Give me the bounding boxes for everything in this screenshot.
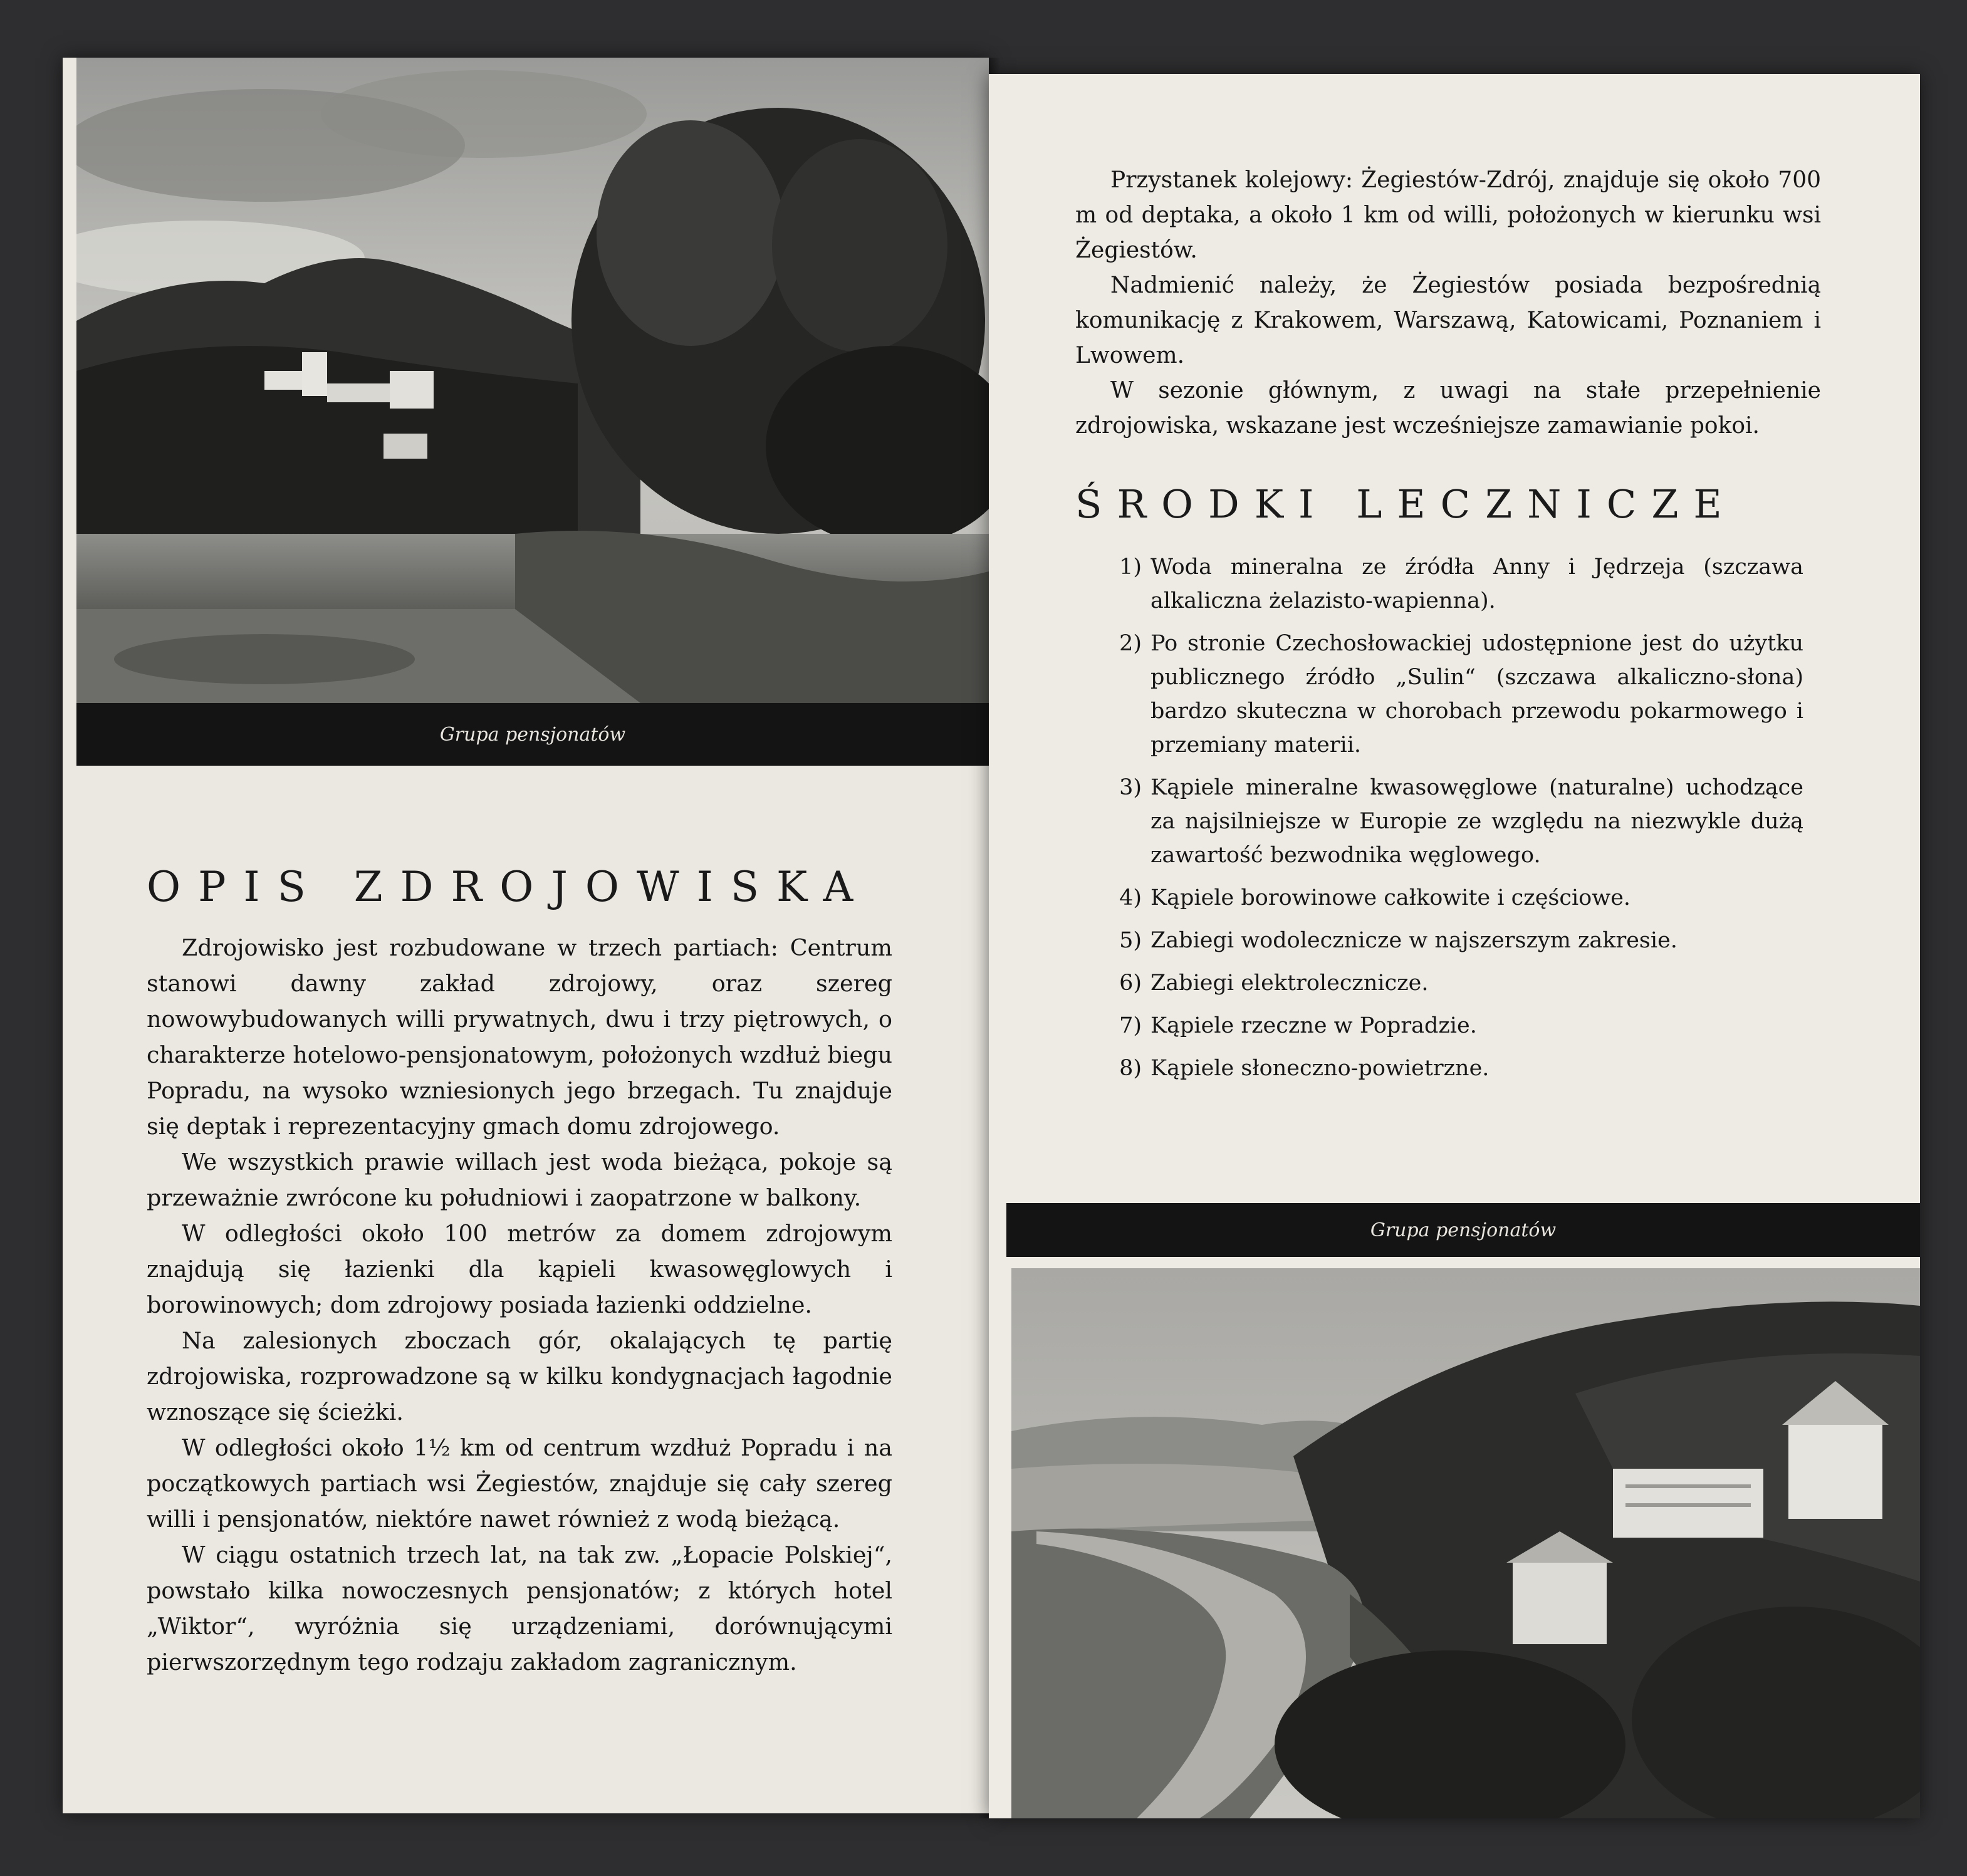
list-item: [1102, 1051, 1803, 1085]
list-item: [1102, 966, 1803, 1000]
right-page: [989, 74, 1920, 1818]
section-heading-srodki: ŚRODKI LECZNICZE: [1075, 481, 1737, 527]
list-item: [1102, 1009, 1803, 1043]
paragraph: Zdrojowisko jest rozbudowane w trzech partiach: Centrum stanowi dawny zakład zdrojowy, oraz szereg nowowybudowanych willi prywatnych, dwu i trzy piętrowych, o charakterze hotelowo-pensjonatowym, położonych wzdłuż biegu Popradu, na wysoko wzniesionych jego brzegach. Tu znajduje się deptak i reprezentacyjny gmach domu zdrojowego.: [147, 934, 892, 1140]
remedies-list: [1102, 550, 1803, 1094]
list-item: [1102, 771, 1803, 872]
photo-valley-image: [1011, 1268, 1920, 1818]
list-item-number: 8): [1119, 1056, 1142, 1081]
paragraph: We wszystkich prawie willach jest woda bieżąca, pokoje są przeważnie zwrócone ku południowi i zaopatrzone w balkony.: [147, 1149, 892, 1211]
list-item-text: Po stronie Czechosłowackiej udostępnione jest do użytku publicznego źródło „Sulin“ (szczawa alkaliczno-słona) bardzo skuteczna w chorobach przewodu pokarmowego i przemiany materii.: [1150, 631, 1803, 758]
list-item-number: 1): [1119, 555, 1142, 580]
right-intro-text: [1075, 163, 1821, 444]
paragraph: Na zalesionych zboczach gór, okalających tę partię zdrojowiska, rozprowadzone są w kilku kondygnacjach łagodnie wznoszące się ścieżki.: [147, 1327, 892, 1425]
list-item-number: 4): [1119, 885, 1142, 910]
left-photo-caption: Grupa pensjonatów: [76, 703, 989, 766]
list-item-number: 5): [1119, 928, 1142, 953]
paragraph: Nadmienić należy, że Żegiestów posiada bezpośrednią komunikację z Krakowem, Warszawą, Katowicami, Poznaniem i Lwowem.: [1075, 273, 1821, 368]
list-item-text: Zabiegi wodolecznicze w najszerszym zakresie.: [1150, 928, 1677, 953]
list-item: [1102, 550, 1803, 618]
list-item-text: Kąpiele rzeczne w Popradzie.: [1150, 1013, 1477, 1038]
list-item: [1102, 627, 1803, 762]
photo-landscape-image: [76, 58, 989, 703]
paragraph: W odległości około 100 metrów za domem zdrojowym znajdują się łazienki dla kąpieli kwasowęglowych i borowinowych; dom zdrojowy posiada łazienki oddzielne.: [147, 1220, 892, 1318]
paragraph: W ciągu ostatnich trzech lat, na tak zw. „Łopacie Polskiej“, powstało kilka nowoczesnych pensjonatów; z których hotel „Wiktor“, wyróżnia się urządzeniami, dorównującymi pierwszorzędnym tego rodzaju zakładom zagranicznym.: [147, 1541, 892, 1675]
list-item-text: Kąpiele borowinowe całkowite i częściowe.: [1150, 885, 1631, 910]
list-item-text: Woda mineralna ze źródła Anny i Jędrzeja (szczawa alkaliczna żelazisto-wapienna).: [1150, 555, 1803, 613]
list-item-text: Kąpiele słoneczno-powietrzne.: [1150, 1056, 1490, 1081]
paragraph: W sezonie głównym, z uwagi na stałe przepełnienie zdrojowiska, wskazane jest wcześniejsze zamawianie pokoi.: [1075, 378, 1821, 439]
photo-valley-sanatorium: [1011, 1268, 1920, 1818]
list-item-text: Kąpiele mineralne kwasowęglowe (naturalne) uchodzące za najsilniejsze w Europie ze względu na niezwykle dużą zawartość bezwodnika węglowego.: [1150, 775, 1803, 868]
list-item-number: 2): [1119, 631, 1142, 656]
photo-river-villas: [76, 58, 989, 703]
left-body-text: [147, 930, 892, 1680]
list-item-number: 6): [1119, 971, 1142, 996]
right-photo-caption: Grupa pensjonatów: [1006, 1203, 1920, 1257]
paragraph: Przystanek kolejowy: Żegiestów-Zdrój, znajduje się około 700 m od deptaka, a około 1 km od willi, położonych w kierunku wsi Żegiestów.: [1075, 167, 1821, 263]
paragraph: W odległości około 1½ km od centrum wzdłuż Popradu i na początkowych partiach wsi Żegiestów, znajduje się cały szereg willi i pensjonatów, niektóre nawet również z wodą bieżącą.: [147, 1434, 892, 1533]
list-item-number: 7): [1119, 1013, 1142, 1038]
section-heading-opis: OPIS ZDROJOWISKA: [147, 863, 871, 911]
list-item-text: Zabiegi elektrolecznicze.: [1150, 971, 1429, 996]
left-page: [63, 58, 989, 1813]
list-item: [1102, 881, 1803, 915]
list-item: [1102, 924, 1803, 957]
list-item-number: 3): [1119, 775, 1142, 800]
